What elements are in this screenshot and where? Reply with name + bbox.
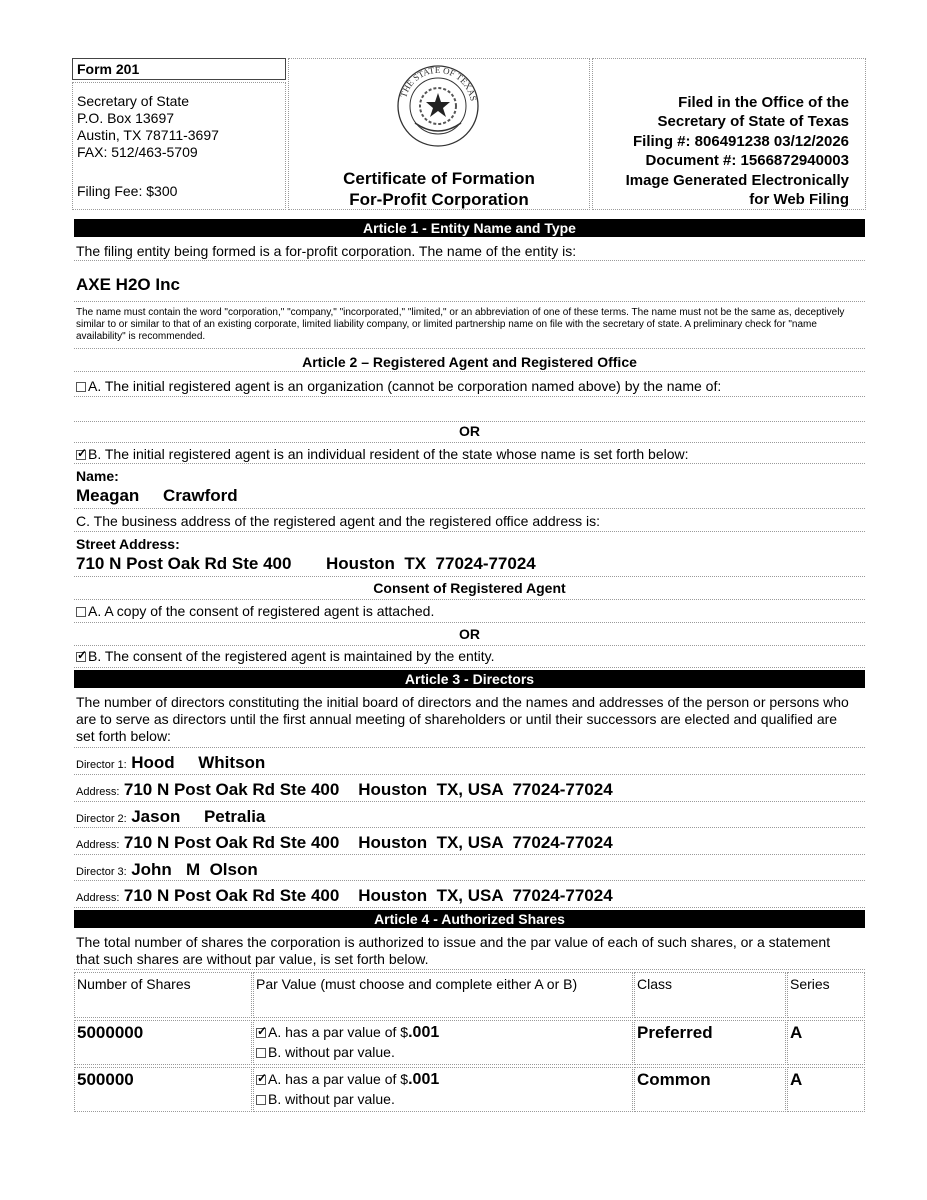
sos-address-line: Austin, TX 78711-3697 bbox=[77, 127, 219, 143]
director-label: Director 3: bbox=[76, 866, 127, 878]
class-cell bbox=[634, 1020, 786, 1065]
consent-header: Consent of Registered Agent bbox=[373, 580, 566, 596]
filing-info-box bbox=[592, 58, 866, 210]
document-number: Document #: 1566872940003 bbox=[645, 152, 849, 170]
entity-name-note: The name must contain the word "corporation," "company," "incorporated," "limited," or an abbreviation of one of these terms. The name must not be the same as, deceptively similar to or similar to that of an existing corporate, limited liability company, or limited partnership name on file with the secretary of state. A preliminary check for "name availability" is recommended. bbox=[76, 307, 845, 342]
article-4-header: Article 4 - Authorized Shares bbox=[74, 910, 865, 928]
par-option-b bbox=[256, 1091, 395, 1107]
article-1-intro: The filing entity being formed is a for-profit corporation. The name of the entity is: bbox=[76, 243, 577, 259]
or-divider: OR bbox=[459, 626, 480, 642]
shares-value: 5000000 bbox=[77, 1023, 144, 1042]
header-label: Class bbox=[637, 976, 673, 992]
sos-address-line: P.O. Box 13697 bbox=[77, 110, 175, 126]
agent-street: 710 N Post Oak Rd Ste 400 bbox=[76, 554, 292, 573]
header-label: Series bbox=[790, 976, 830, 992]
address-label: Address: bbox=[76, 786, 120, 798]
par-option-b-checkbox[interactable] bbox=[256, 1095, 266, 1105]
par-option-b bbox=[256, 1044, 395, 1060]
filed-line: for Web Filing bbox=[749, 191, 849, 209]
series-value: A bbox=[790, 1070, 803, 1089]
director-address: 710 N Post Oak Rd Ste 400 Houston TX, USA 77024-77024 bbox=[123, 833, 613, 852]
par-option-b-label: B. without par value. bbox=[268, 1044, 395, 1060]
seal-title-box bbox=[288, 58, 590, 210]
filed-line: Image Generated Electronically bbox=[625, 171, 849, 189]
table-row bbox=[74, 1020, 252, 1065]
par-option-a-checkbox[interactable] bbox=[256, 1028, 266, 1038]
form-number: Form 201 bbox=[77, 61, 140, 77]
agent-last-name: Crawford bbox=[163, 486, 238, 505]
director-name: Hood Whitson bbox=[131, 753, 266, 772]
form-number-box bbox=[72, 58, 286, 80]
filing-fee: Filing Fee: $300 bbox=[77, 183, 178, 199]
certificate-title: Certificate of Formation bbox=[343, 169, 535, 188]
par-option-a-checkbox[interactable] bbox=[256, 1075, 266, 1085]
filed-line: Secretary of State of Texas bbox=[657, 113, 849, 131]
series-cell bbox=[787, 1067, 865, 1112]
agent-option-c: C. The business address of the registered agent and the registered office address is: bbox=[76, 513, 601, 529]
article-4-intro: The total number of shares the corporation is authorized to issue and the par value of each of such shares, or a statement that such shares are without par value, is set forth below. bbox=[76, 934, 831, 967]
agent-city-state-zip: Houston TX 77024-77024 bbox=[326, 554, 536, 573]
par-option-a-label: A. has a par value of $ bbox=[268, 1071, 409, 1087]
shares-value: 500000 bbox=[77, 1070, 134, 1089]
par-option-a bbox=[256, 1071, 439, 1089]
par-option-a bbox=[256, 1024, 439, 1042]
par-cell bbox=[253, 1020, 633, 1065]
header-label: Number of Shares bbox=[77, 976, 191, 992]
director-name: John M Olson bbox=[131, 860, 258, 879]
par-option-b-label: B. without par value. bbox=[268, 1091, 395, 1107]
consent-option-a-label: A. A copy of the consent of registered agent is attached. bbox=[88, 603, 435, 619]
agent-name-label: Name: bbox=[76, 468, 119, 484]
par-option-b-checkbox[interactable] bbox=[256, 1048, 266, 1058]
series-col-header bbox=[787, 972, 865, 1018]
director-address: 710 N Post Oak Rd Ste 400 Houston TX, USA 77024-77024 bbox=[123, 780, 613, 799]
director-label: Director 1: bbox=[76, 759, 127, 771]
class-col-header bbox=[634, 972, 786, 1018]
consent-option-b-label: B. The consent of the registered agent is maintained by the entity. bbox=[88, 648, 495, 664]
filed-line: Filed in the Office of the bbox=[678, 94, 849, 111]
par-cell bbox=[253, 1067, 633, 1112]
sos-address-box bbox=[72, 82, 286, 210]
filing-number: Filing #: 806491238 03/12/2026 bbox=[633, 132, 849, 150]
address-label: Address: bbox=[76, 892, 120, 904]
par-option-a-label: A. has a par value of $ bbox=[268, 1024, 409, 1040]
sos-address-line: Secretary of State bbox=[77, 93, 190, 109]
director-address: 710 N Post Oak Rd Ste 400 Houston TX, USA 77024-77024 bbox=[123, 886, 613, 905]
header-label: Par Value (must choose and complete either A or B) bbox=[256, 976, 578, 992]
article-3-header: Article 3 - Directors bbox=[74, 670, 865, 688]
entity-name: AXE H2O Inc bbox=[76, 275, 180, 294]
par-value: .001 bbox=[408, 1071, 440, 1088]
class-cell bbox=[634, 1067, 786, 1112]
svg-text:THE STATE OF TEXAS: THE STATE OF TEXAS bbox=[398, 64, 479, 102]
address-label: Address: bbox=[76, 839, 120, 851]
article-2-header: Article 2 – Registered Agent and Registered Office bbox=[302, 354, 637, 370]
shares-col-header bbox=[74, 972, 252, 1018]
article-3-intro: The number of directors constituting the initial board of directors and the names and addresses of the person or persons who are to serve as directors until the first annual meeting of shareholders or until their successors are elected and qualified are set forth below: bbox=[76, 694, 849, 744]
certificate-subtitle: For-Profit Corporation bbox=[349, 190, 529, 209]
article-1-header: Article 1 - Entity Name and Type bbox=[74, 219, 865, 237]
director-label: Director 2: bbox=[76, 813, 127, 825]
series-value: A bbox=[790, 1023, 803, 1042]
director-name: Jason Petralia bbox=[131, 807, 266, 826]
class-value: Common bbox=[637, 1070, 711, 1089]
street-address-label: Street Address: bbox=[76, 536, 180, 552]
sos-address-line: FAX: 512/463-5709 bbox=[77, 144, 198, 160]
class-value: Preferred bbox=[637, 1023, 713, 1042]
par-col-header bbox=[253, 972, 633, 1018]
texas-seal-icon bbox=[395, 63, 481, 149]
par-value: .001 bbox=[408, 1024, 440, 1041]
agent-option-b-label: B. The initial registered agent is an individual resident of the state whose name is set forth below: bbox=[88, 446, 689, 462]
agent-option-a-label: A. The initial registered agent is an organization (cannot be corporation named above) by the name of: bbox=[88, 378, 722, 394]
table-row bbox=[74, 1067, 252, 1112]
or-divider: OR bbox=[459, 423, 480, 439]
agent-first-name: Meagan bbox=[76, 486, 140, 505]
series-cell bbox=[787, 1020, 865, 1065]
